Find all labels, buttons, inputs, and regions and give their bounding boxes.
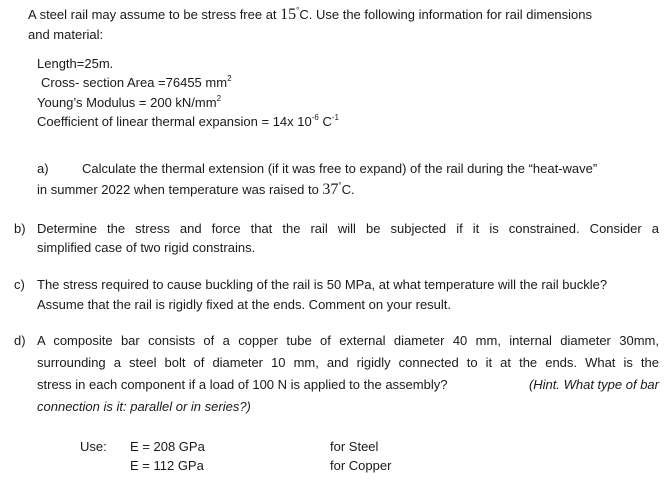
given-coeff-text-a: Coefficient of linear thermal expansion = 14x 10 xyxy=(37,114,312,129)
given-youngs-text: Young’s Modulus = 200 kN/mm xyxy=(37,95,217,110)
question-a-label: a) xyxy=(37,161,49,176)
question-b-label: b) xyxy=(14,221,26,236)
question-c-label: c) xyxy=(14,277,25,292)
given-thermal-coefficient xyxy=(37,114,339,129)
given-area xyxy=(41,75,232,90)
given-youngs-modulus xyxy=(37,95,221,110)
question-a-unit: C. xyxy=(341,182,355,197)
e-steel-value: E = 208 GPa xyxy=(130,439,205,454)
intro-line-1 xyxy=(28,6,592,24)
question-d-line-2: surrounding a steel bolt of diameter 10 mm, and rigidly connected to it at the ends. What is the xyxy=(37,355,659,370)
use-label: Use: xyxy=(80,439,107,454)
given-length: Length=25m. xyxy=(37,56,114,71)
intro-text-a: A steel rail may assume to be stress free at xyxy=(28,7,281,22)
given-coeff-sup2: -1 xyxy=(331,112,339,122)
for-copper-label: for Copper xyxy=(330,458,392,473)
intro-degree: ° xyxy=(296,5,300,15)
given-youngs-sup: 2 xyxy=(216,93,222,103)
given-coeff-sup1: -6 xyxy=(311,112,319,122)
question-b-line-2: simplified case of two rigid constrains. xyxy=(37,240,256,255)
e-copper-value: E = 112 GPa xyxy=(130,458,204,473)
question-d-line-3 xyxy=(37,377,659,392)
for-steel-label: for Steel xyxy=(330,439,379,454)
question-d-line-1: A composite bar consists of a copper tube of external diameter 40 mm, internal diameter 30mm, xyxy=(37,333,659,348)
question-a-line-1: Calculate the thermal extension (if it was free to expand) of the rail during the “heat-wave” xyxy=(82,161,598,176)
question-c-line-1: The stress required to cause buckling of the rail is 50 MPa, at what temperature will the rail buckle? xyxy=(37,277,608,292)
question-a-temperature: 37 xyxy=(322,181,339,198)
intro-text-b: C. Use the following information for rail dimensions xyxy=(299,7,593,22)
question-a-degree: ° xyxy=(338,180,342,190)
question-a-line-2 xyxy=(37,181,355,199)
question-c-line-2: Assume that the rail is rigidly fixed at the ends. Comment on your result. xyxy=(37,297,452,312)
question-b-line-1: Determine the stress and force that the rail will be subjected if it is constrained. Consider a xyxy=(37,221,659,236)
given-area-sup: 2 xyxy=(227,73,232,83)
question-d-hint-a: (Hint. What type of bar xyxy=(528,377,659,392)
intro-temperature: 15 xyxy=(280,6,297,23)
given-coeff-text-b: C xyxy=(318,114,332,129)
given-area-text: Cross- section Area =76455 mm xyxy=(41,75,228,90)
question-d-line-3-text: stress in each component if a load of 100 N is applied to the assembly? xyxy=(37,377,448,392)
question-d-label: d) xyxy=(14,333,26,348)
question-d-hint-b: connection is it: parallel or in series?) xyxy=(37,399,251,414)
question-a-line-2-text: in summer 2022 when temperature was raised to xyxy=(37,182,323,197)
intro-line-2: and material: xyxy=(28,27,104,42)
